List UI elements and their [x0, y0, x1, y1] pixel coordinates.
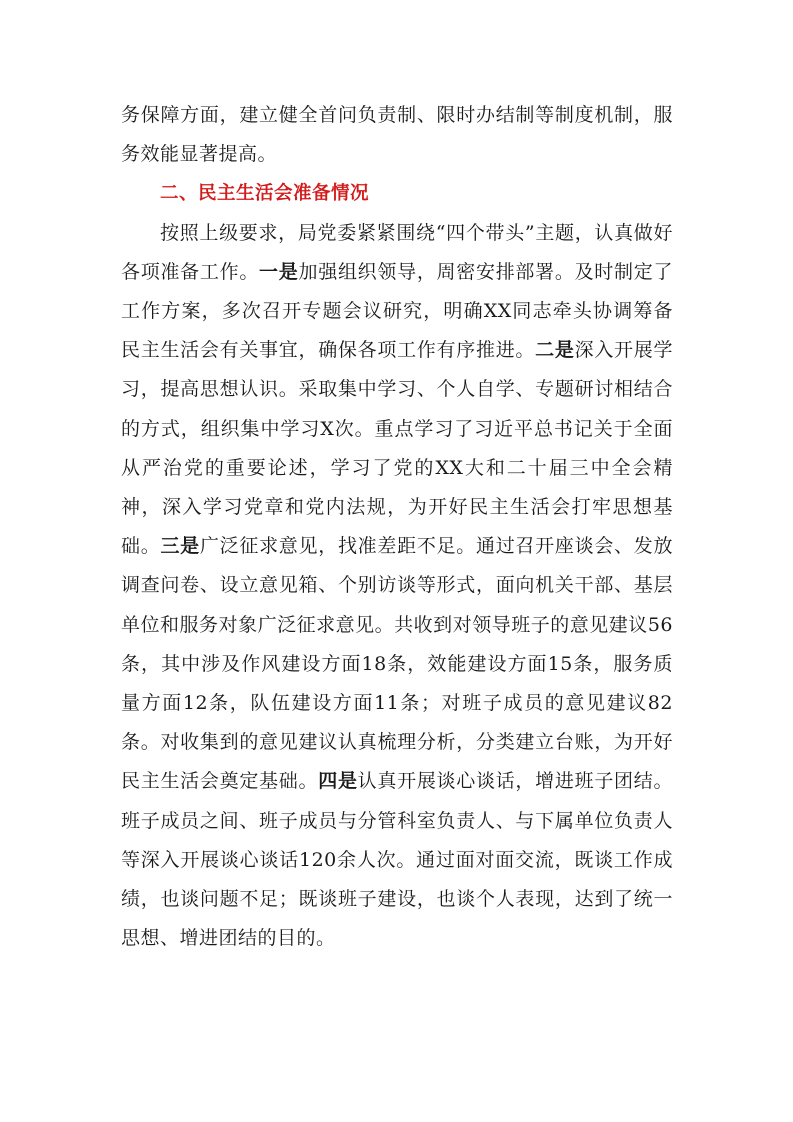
point-4-lead: 四是: [318, 770, 358, 793]
point-1-lead: 一是: [259, 260, 299, 283]
section-heading: 二、民主生活会准备情况: [160, 183, 370, 205]
point-3-lead: 三是: [160, 535, 200, 558]
point-3-text: 广泛征求意见，找准差距不足。通过召开座谈会、发放调查问卷、设立意见箱、个别访谈等形式，面向机关干部、基层单位和服务对象广泛征求意见。共收到对领导班子的意见建议56条，其中涉及作风建设方面18条，效能建设方面15条，服务质量方面12条，队伍建设方面11条；对班子成员的意见建议82条。对收集到的意见建议认真梳理分析，分类建立台账，为开好民主生活会奠定基础。: [121, 535, 673, 793]
point-2-text: 深入开展学习，提高思想认识。采取集中学习、个人自学、专题研讨相结合的方式，组织集中学习X次。重点学习了习近平总书记关于全面从严治党的重要论述，学习了党的XX大和二十届三中全会精神，深入学习党章和党内法规，为开好民主生活会打牢思想基础。: [121, 339, 673, 558]
point-2-lead: 二是: [535, 339, 575, 362]
continuation-paragraph: 务保障方面，建立健全首问负责制、限时办结制等制度机制，服务效能显著提高。: [121, 104, 673, 166]
point-4-text: 认真开展谈心谈话，增进班子团结。班子成员之间、班子成员与分管科室负责人、与下属单位负责人等深入开展谈心谈话120余人次。通过面对面交流，既谈工作成绩，也谈问题不足；既谈班子建设，也谈个人表现，达到了统一思想、增进团结的目的。: [121, 770, 673, 950]
point-1-text: 加强组织领导，周密安排部署。及时制定了工作方案，多次召开专题会议研究，明确XX同志牵头协调筹备民主生活会有关事宜，确保各项工作有序推进。: [121, 260, 673, 362]
document-body: [121, 96, 673, 958]
intro-text: 按照上级要求，局党委紧紧围绕“四个带头”主题，认真做好各项准备工作。: [121, 221, 673, 283]
preparation-paragraph: [121, 214, 673, 959]
